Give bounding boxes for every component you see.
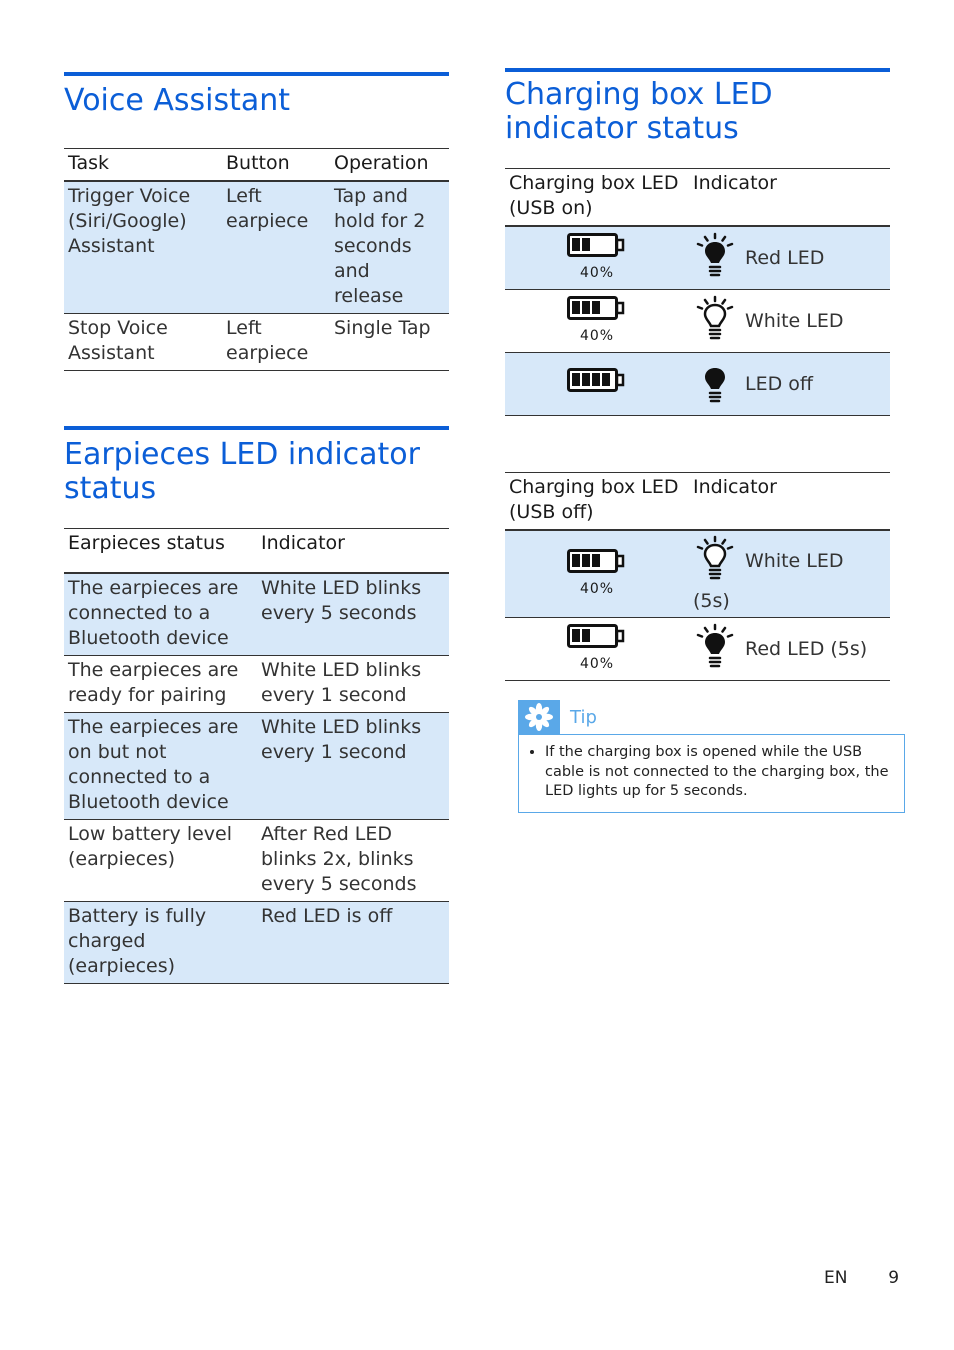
battery-cell [505, 353, 689, 416]
battery-icon [562, 296, 632, 329]
indicator-label: Red LED (5s) [745, 637, 868, 660]
section-divider [64, 72, 449, 76]
column-header: Task [64, 149, 222, 182]
earpieces-led-table [64, 528, 449, 984]
column-header: Charging box LED (USB off) [505, 473, 689, 531]
page-number: 9 [888, 1268, 900, 1288]
battery-percent-label: 40% [579, 327, 615, 344]
indicator-cell [689, 618, 890, 681]
battery-icon [562, 624, 632, 657]
indicator-cell: After Red LED blinks 2x, blinks every 5 seconds [261, 823, 417, 895]
table-row [64, 181, 449, 314]
charging-box-led-section [505, 68, 890, 681]
indicator-cell: White LED blinks every 5 seconds [261, 577, 422, 624]
table-row [505, 353, 890, 416]
indicator-cell: White LED blinks every 1 second [261, 659, 422, 706]
column-header: Indicator [257, 529, 449, 574]
bulb-outline-lit-icon [693, 294, 737, 349]
section-title: Charging box LED indicator status [505, 77, 773, 146]
indicator-label: White LED (5s) [693, 550, 844, 612]
battery-percent-label: 40% [579, 264, 615, 281]
bulb-off-icon [693, 357, 737, 412]
page-footer [824, 1268, 899, 1288]
bulb-lit-icon [693, 622, 737, 677]
battery-cell [505, 530, 689, 618]
battery-icon [562, 233, 632, 266]
task-cell: Stop Voice Assistant [68, 317, 168, 364]
battery-percent-label: 40% [579, 655, 615, 672]
table-row [505, 530, 890, 618]
earpieces-led-section [64, 426, 449, 984]
indicator-cell [689, 290, 890, 353]
battery-icon [562, 549, 632, 582]
section-title: Earpieces LED indicator status [64, 437, 420, 506]
operation-cell: Tap and hold for 2 seconds and release [334, 185, 426, 307]
table-row [64, 656, 449, 713]
indicator-label: LED off [745, 372, 813, 395]
indicator-cell [689, 226, 890, 290]
column-header: Operation [330, 149, 449, 182]
language-label: EN [824, 1268, 848, 1288]
table-row [64, 713, 449, 820]
table-row [505, 618, 890, 681]
battery-cell [505, 618, 689, 681]
column-header: Charging box LED (USB on) [505, 169, 689, 227]
usb-on-table [505, 168, 890, 416]
table-row [64, 820, 449, 902]
tip-text: • If the charging box is opened while the USB cable is not connected to the charging box, the LED lights up for 5 seconds. [545, 743, 892, 802]
bulb-lit-icon [693, 231, 737, 286]
tip-body [518, 734, 905, 813]
status-cell: The earpieces are on but not connected to a Bluetooth device [68, 716, 239, 813]
operation-cell: Single Tap [334, 317, 431, 339]
indicator-cell [689, 530, 890, 618]
battery-icon [562, 368, 632, 401]
section-divider [64, 426, 449, 430]
status-cell: The earpieces are ready for pairing [68, 659, 239, 706]
column-header: Button [222, 149, 330, 182]
button-cell: Left earpiece [226, 317, 309, 364]
column-header: Indicator [689, 473, 890, 531]
indicator-cell: White LED blinks every 1 second [261, 716, 422, 763]
tip-box [518, 700, 905, 813]
indicator-cell: Red LED is off [261, 905, 393, 927]
table-row [64, 314, 449, 371]
column-header: Indicator [689, 169, 890, 227]
status-cell: The earpieces are connected to a Bluetooth device [68, 577, 239, 649]
table-row [64, 902, 449, 984]
battery-cell [505, 226, 689, 290]
task-cell: Trigger Voice (Siri/Google) Assistant [68, 185, 191, 257]
indicator-label: Red LED [745, 246, 825, 269]
usb-off-table [505, 472, 890, 681]
indicator-label: White LED [745, 309, 844, 332]
table-row [505, 226, 890, 290]
table-row [505, 290, 890, 353]
asterisk-icon [518, 700, 560, 734]
column-header: Earpieces status [64, 529, 257, 574]
tip-title: Tip [570, 706, 597, 728]
bulb-outline-lit-icon [693, 534, 737, 589]
section-divider [505, 68, 890, 72]
section-title: Voice Assistant [64, 83, 291, 118]
battery-cell [505, 290, 689, 353]
battery-percent-label: 40% [579, 580, 615, 597]
table-row [64, 573, 449, 656]
status-cell: Low battery level (earpieces) [68, 823, 233, 870]
button-cell: Left earpiece [226, 185, 309, 232]
voice-assistant-table [64, 148, 449, 371]
voice-assistant-section [64, 72, 449, 371]
indicator-cell [689, 353, 890, 416]
status-cell: Battery is fully charged (earpieces) [68, 905, 207, 977]
